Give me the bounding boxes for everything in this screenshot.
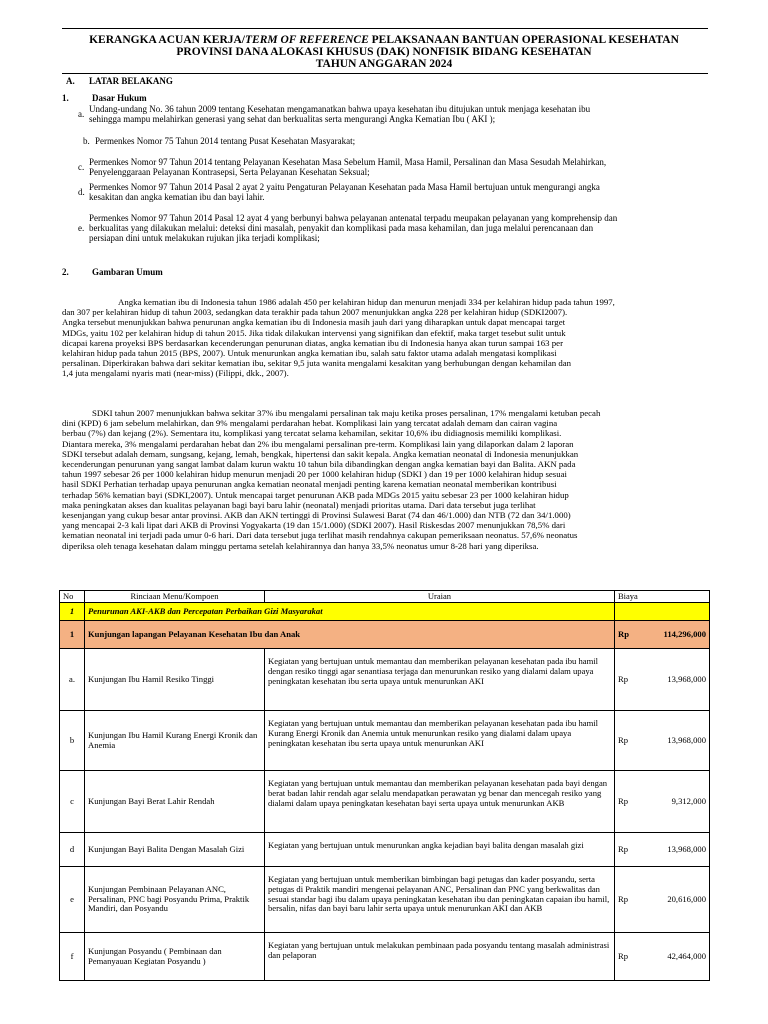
- row-no: c: [60, 771, 85, 833]
- section-a-marker: A.: [66, 76, 75, 86]
- gambaran-paragraph-2: [62, 408, 710, 551]
- row-uraian: Kegiatan yang bertujuan untuk menurunkan angka kejadian bayi balita dengan masalah gizi: [265, 833, 615, 867]
- table-section-row: [60, 603, 710, 621]
- paragraph-line: dini (KPD) 6 jam sebelum melahirkan, dan 9% mengalami perdarahan hebat. Komplikasi lain yang tercatat adalah demam dan cairan vagina: [62, 418, 558, 429]
- row-amount: 42,464,000: [667, 950, 706, 961]
- title-line-2: PROVINSI DANA ALOKASI KHUSUS (DAK) NONFISIK BIDANG KESEHATAN: [176, 46, 592, 58]
- header-biaya: Biaya: [615, 591, 710, 603]
- row-currency: Rp: [618, 893, 629, 904]
- header-no: No: [60, 591, 85, 603]
- row-biaya: [615, 649, 710, 711]
- row-currency: Rp: [618, 950, 629, 961]
- budget-table: [59, 590, 710, 981]
- row-currency: Rp: [618, 734, 629, 745]
- table-row: [60, 711, 710, 771]
- row-biaya: [615, 711, 710, 771]
- header-rule-bottom: [62, 73, 708, 74]
- row-no: a.: [60, 649, 85, 711]
- sub-row-biaya: Rp 114,296,000: [615, 621, 710, 649]
- dasar-hukum-line: sehingga mampu melahirkan generasi yang sehat dan berkualitas serta mengurangi Angka Kematian Ibu ( AKI );: [89, 114, 496, 125]
- dasar-hukum-letter: b.: [83, 136, 90, 146]
- paragraph-line: dan 307 per kelahiran hidup di tahun 2003, sedangkan data terakhir pada tahun 2007 menunjukkan angka 228 per kelahiran hidup (SDKI2007).: [62, 307, 568, 318]
- row-uraian: Kegiatan yang bertujuan untuk memantau dan memberikan pelayanan kesehatan pada bayi dengan berat badan lahir rendah agar selalu mendapatkan perawatan yg benar dan mencegah resiko yang dialami dalam upaya peningkatan kesehatan bayi serta upaya untuk menurunkan AKB: [265, 771, 615, 833]
- table-row: [60, 867, 710, 933]
- paragraph-line: yang mencapai 2-3 kali lipat dari AKB di Provinsi Yogyakarta (19 dan 15/1.000) (SDKI 2007). Hasil Riskesdas 2007 menunjukkan 78,5% dari: [62, 520, 566, 531]
- header-menu: Rinciaan Menu/Kompoen: [85, 591, 265, 603]
- row-menu: Kunjungan Bayi Balita Dengan Masalah Gizi: [85, 833, 265, 867]
- row-biaya: [615, 867, 710, 933]
- paragraph-line: maka peningkatan akses dan kualitas pelayanan bagi bayi baru lahir (neonatal) menjadi prioritas utama. Dari data tersebut juga terlihat: [62, 499, 536, 510]
- dasar-hukum-line: Penyelenggaraan Pelayanan Kontrasepsi, Serta Pelayanan Kesehatan Seksual;: [89, 167, 370, 178]
- row-menu: Kunjungan Ibu Hamil Kurang Energi Kronik dan Anemia: [85, 711, 265, 771]
- dasar-hukum-letter: a.: [78, 109, 85, 120]
- dasar-hukum-line: Undang-undang No. 36 tahun 2009 tentang Kesehatan mengamanatkan bahwa upaya kesehatan ibu ditujukan untuk menjaga kesehatan ibu: [89, 104, 591, 114]
- row-amount: 13,968,000: [667, 734, 706, 745]
- paragraph-line: Angka tersebut menunjukkan bahwa penurunan angka kematian ibu di Indonesia masih jauh dari yang diharapkan untuk dapat mencapai target: [62, 317, 566, 328]
- dasar-hukum-line: Permenkes Nomor 97 Tahun 2014 tentang Pelayanan Kesehatan Masa Sebelum Hamil, Masa Hamil, Persalinan dan Masa Sesudah Melahirkan,: [89, 157, 607, 167]
- header-rule-top: [62, 28, 708, 29]
- gambaran-number: 2.: [62, 267, 69, 277]
- row-no: b: [60, 711, 85, 771]
- row-no: d: [60, 833, 85, 867]
- dasar-hukum-line: Permenkes Nomor 75 Tahun 2014 tentang Pusat Kesehatan Masyarakat;: [95, 136, 356, 146]
- header-uraian: Uraian: [265, 591, 615, 603]
- section-row-no: 1: [60, 603, 85, 621]
- row-uraian: Kegiatan yang bertujuan untuk memberikan bimbingan bagi petugas dan kader posyandu, serta petugas di Praktik mandiri mengenai pelayanan ANC, Persalinan dan PNC yang berkwalitas dan sesuai standar bagi ibu dalam upaya peningkatan kesehatan ibu dan peningkatan capaian ibu hamil, bersalin, nifas dan bayi baru lahir serta upaya untuk menurunkan AKI dan AKB: [265, 867, 615, 933]
- dasar-hukum-line: Permenkes Nomor 97 Tahun 2014 Pasal 12 ayat 4 yang berbunyi bahwa pelayanan antenatal terpadu meupakan pelayanan yang komprehensip dan: [89, 213, 618, 223]
- paragraph-line: 1,4 juta mengalami nyaris mati (near-miss) (Filippi, dkk., 2007).: [62, 368, 289, 379]
- row-amount: 20,616,000: [667, 893, 706, 904]
- row-biaya: [615, 833, 710, 867]
- dasar-hukum-line: Permenkes Nomor 97 Tahun 2014 Pasal 2 ayat 2 yaitu Pengaturan Pelayanan Kesehatan pada Masa Hamil bertujuan untuk mengurangi angka: [89, 182, 600, 192]
- paragraph-line: kesenjangan yang cukup besar antar provinsi. AKB dan AKN tertinggi di Provinsi Sulawesi Barat (74 dan 46/1.000) dan NTB (72 dan 34/1.000): [62, 510, 571, 521]
- section-row-title: Penurunan AKI-AKB dan Percepatan Perbaikan Gizi Masyarakat: [85, 603, 615, 621]
- row-menu: Kunjungan Ibu Hamil Resiko Tinggi: [85, 649, 265, 711]
- row-currency: Rp: [618, 843, 629, 854]
- row-menu: Kunjungan Pembinaan Pelayanan ANC, Persalinan, PNC bagi Posyandu Prima, Praktik Mandiri, dan Posyandu: [85, 867, 265, 933]
- row-uraian: Kegiatan yang bertujuan untuk memantau dan memberikan pelayanan kesehatan pada ibu hamil dengan resiko tinggi agar senantiasa terjaga dan menurunkan resiko yang dialami dalam upaya peningkatan kesehatan ibu serta upaya untuk menurunkan AKI: [265, 649, 615, 711]
- paragraph-line: persalinan. Diperkirakan bahwa dari sekitar kematian ibu, sekitar 9,5 juta wanita mengalami kesakitan yang berhubungan dengan kehamilan dan: [62, 358, 572, 369]
- row-currency: Rp: [618, 795, 629, 806]
- dasar-hukum-letter: c.: [78, 162, 85, 173]
- row-menu: Kunjungan Posyandu ( Pembinaan dan Pemanyauan Kegiatan Posyandu ): [85, 933, 265, 981]
- table-header-row: [60, 591, 710, 603]
- dasar-hukum-line: berkualitas yang dilakukan melalui: deteksi dini masalah, penyakit dan komplikasi pada masa kehamilan, dan juga melalui perencanaan dan: [89, 223, 594, 234]
- gambaran-paragraph-1: [62, 297, 710, 379]
- paragraph-line: SDKI tersebut adalah demam, sungsang, kejang, lemah, bengkak, hipertensi dan sakit kepala. Angka kematian neonatal di Indonesia menunjukkan: [62, 448, 579, 459]
- row-amount: 13,968,000: [667, 673, 706, 684]
- paragraph-line: Diantara mereka, 3% mengalami perdarahan hebat dan 2% ibu mengalami persalinan pre-term. Komplikasi lain yang dilaporkan dalam 2 laporan: [62, 438, 574, 449]
- dasar-hukum-letter: e.: [78, 223, 85, 234]
- row-uraian: Kegiatan yang bertujuan untuk memantau dan memberikan pelayanan kesehatan pada ibu hamil Kurang Energi Kronik dan Anemia untuk menurunkan resiko yang dialami dalam upaya peningkatan kesehatan ibu serta upaya untuk menurunkan AKI: [265, 711, 615, 771]
- table-row: [60, 649, 710, 711]
- row-menu: Kunjungan Bayi Berat Lahir Rendah: [85, 771, 265, 833]
- dasar-hukum-heading: Dasar Hukum: [92, 93, 147, 103]
- table-subtotal-row: [60, 621, 710, 649]
- paragraph-line: kelahiran hidup pada tahun 2015 (BPS, 2007). Untuk menurunkan angka kematian ibu, salah satu faktor utama adalah mengatasi komplikasi: [62, 348, 557, 359]
- row-amount: 13,968,000: [667, 843, 706, 854]
- paragraph-line: hasil SDKI Perhatian terhadap upaya penurunan angka kematian neonatal menjadi penting karena kematian neonatal memberikan kontribusi: [62, 479, 557, 490]
- section-row-biaya: [615, 603, 710, 621]
- paragraph-line: kecenderungan penurunan yang sangat lambat dalam kurun waktu 10 tahun bila dibandingkan dengan angka kematian bayi dan Balita. AKN pada: [62, 459, 576, 470]
- gambaran-heading: Gambaran Umum: [92, 267, 163, 277]
- dasar-hukum-line: persiapan dini untuk melakukan rujukan jika terjadi komplikasi;: [89, 233, 320, 244]
- dasar-hukum-line: kesakitan dan angka kematian ibu dan bayi lahir.: [89, 192, 265, 203]
- row-uraian: Kegiatan yang bertujuan untuk melakukan pembinaan pada posyandu tentang masalah administrasi dan pelaporan: [265, 933, 615, 981]
- title-line-1: KERANGKA ACUAN KERJA/TERM OF REFERENCE PELAKSANAAN BANTUAN OPERASIONAL KESEHATAN: [89, 34, 679, 46]
- paragraph-line: kematian neonatal ini terjadi pada umur 0-6 hari. Dari data tersebut juga terlihat masih rendahnya cakupan pemeriksaan neonatus. 57,6% neonatus: [62, 530, 578, 541]
- row-no: f: [60, 933, 85, 981]
- paragraph-line: SDKI tahun 2007 menunjukkan bahwa sekitar 37% ibu mengalami persalinan tak maju ketika proses persalinan, 17% mengalami ketuban pecah: [92, 408, 601, 418]
- row-biaya: [615, 771, 710, 833]
- table-row: [60, 833, 710, 867]
- paragraph-line: MDGs, yaitu 102 per kelahiran hidup di tahun 2015. Jika tidak dilakukan intervensi yang signifikan dan efektif, maka target tesebut sulit untuk: [62, 327, 566, 338]
- paragraph-line: tahun 1997 sebesar 26 per 1000 kelahiran hidup menurun menjadi 20 per 1000 kelahiran hidup (SDKI ) dan 19 per 1000 kelahiran hidup sesuai: [62, 469, 567, 480]
- dasar-hukum-number: 1.: [62, 93, 69, 103]
- row-no: e: [60, 867, 85, 933]
- dasar-hukum-letter: d.: [78, 187, 85, 198]
- table-row: [60, 933, 710, 981]
- paragraph-line: Angka kematian ibu di Indonesia tahun 1986 adalah 450 per kelahiran hidup dan menurun menjadi 334 per kelahiran hidup pada tahun 1997,: [118, 297, 615, 307]
- paragraph-line: berbau (7%) dan kejang (2%). Sementara itu, komplikasi yang tercatat selama kehamilan, sekitar 10,6% ibu didiagnosis memiliki komplikasi.: [62, 428, 562, 439]
- table-row: [60, 771, 710, 833]
- sub-row-no: 1: [60, 621, 85, 649]
- row-amount: 9,312,000: [671, 795, 706, 806]
- paragraph-line: diperiksa oleh tenaga kesehatan dalam minggu pertama setelah kelahirannya dan hanya 33,5% neonatus umur 8-28 hari yang diperiksa.: [62, 540, 539, 551]
- section-a-heading: LATAR BELAKANG: [89, 76, 173, 86]
- sub-row-title: Kunjungan lapangan Pelayanan Kesehatan Ibu dan Anak: [85, 621, 615, 649]
- row-currency: Rp: [618, 673, 629, 684]
- row-biaya: [615, 933, 710, 981]
- paragraph-line: dicapai karena proyeksi BPS berdasarkan kecenderungan penurunan diatas, angka kematian ibu di Indonesia hanya akan turun sampai 163 per: [62, 337, 564, 348]
- title-line-3: TAHUN ANGGARAN 2024: [315, 58, 453, 70]
- paragraph-line: terhadap 56% kematian bayi (SDKI,2007). Untuk mencapai target penurunan AKB pada MDGs 2015 yaitu sebesar 23 per 1000 kelahiran hidup: [62, 489, 569, 500]
